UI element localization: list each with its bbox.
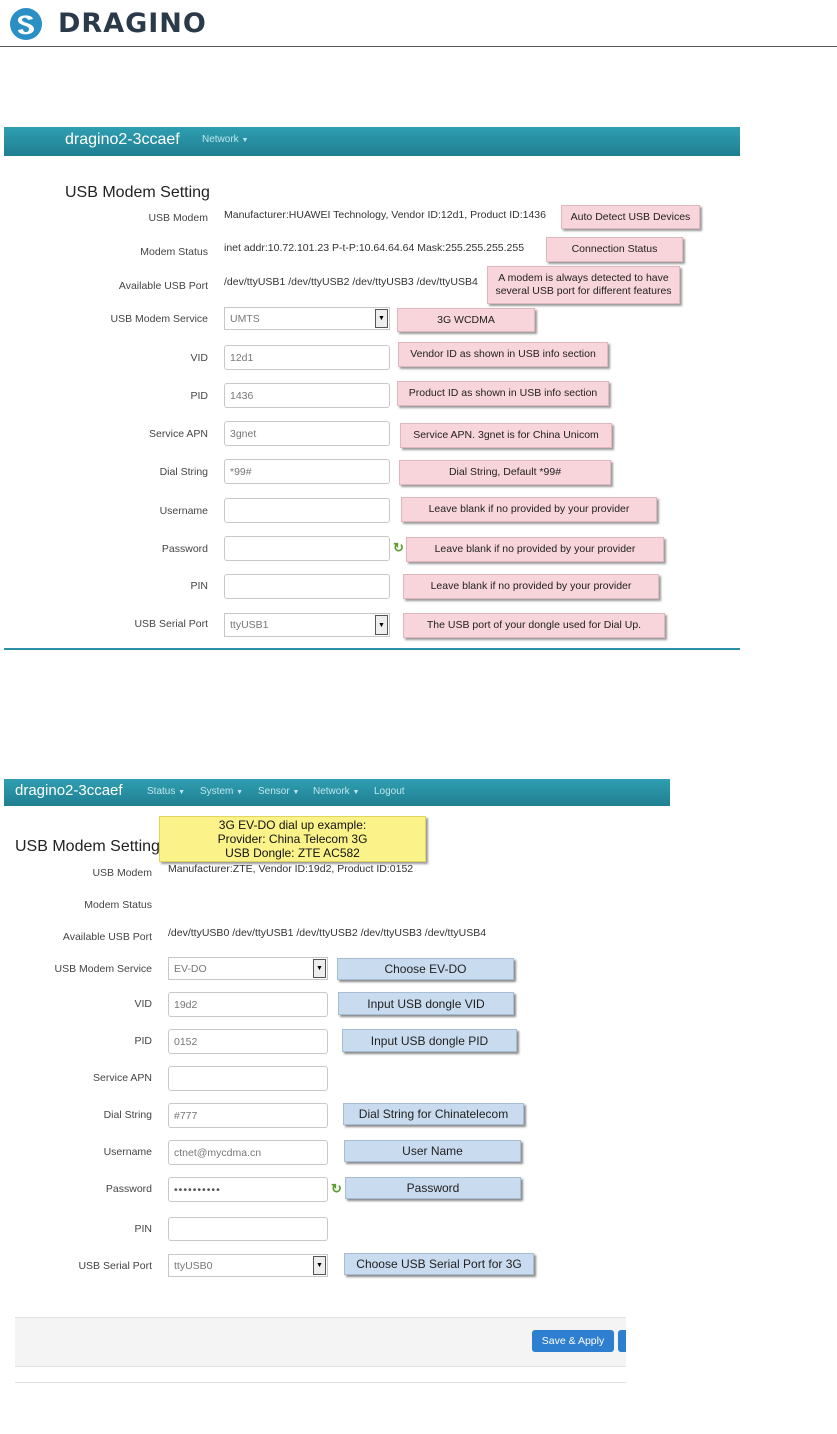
usb-modem-service-select-2[interactable]: EV-DO ▼ [168, 957, 328, 980]
brand-title-2[interactable]: dragino2-3ccaef [15, 782, 123, 799]
reveal-password-icon-2[interactable]: ↻ [331, 1181, 342, 1196]
secondary-button-partial[interactable] [618, 1330, 626, 1352]
available-usb-port-value-2: /dev/ttyUSB0 /dev/ttyUSB1 /dev/ttyUSB2 /dev/ttyUSB3 /dev/ttyUSB4 [168, 927, 487, 939]
label-available-usb-port-2: Available USB Port [62, 931, 152, 943]
label-service-apn: Service APN [149, 428, 208, 440]
service-apn-input[interactable]: 3gnet [224, 421, 390, 446]
example-line2: Provider: China Telecom 3G [217, 831, 368, 846]
label-usb-modem-service: USB Modem Service [110, 313, 208, 325]
label-pid-2: PID [134, 1035, 152, 1047]
username-input[interactable] [224, 498, 390, 523]
chevron-down-icon[interactable]: ▼ [313, 959, 326, 978]
pin-input-2[interactable] [168, 1217, 328, 1241]
usb-modem-value: Manufacturer:HUAWEI Technology, Vendor ID:12d1, Product ID:1436 [224, 209, 546, 221]
label-available-usb-port: Available USB Port [118, 280, 208, 292]
reveal-password-icon[interactable]: ↻ [393, 540, 404, 555]
label-username-2: Username [103, 1146, 152, 1158]
usb-serial-port-select-2[interactable]: ttyUSB0 ▼ [168, 1254, 328, 1277]
panel1-bottom-rule [4, 648, 740, 650]
note-dial-string: Dial String, Default *99# [399, 460, 611, 485]
modem-status-value: inet addr:10.72.101.23 P-t-P:10.64.64.64 Mask:255.255.255.255 [224, 242, 525, 254]
label-modem-status: Modem Status [140, 246, 208, 258]
note-pin: Leave blank if no provided by your provider [403, 574, 659, 599]
available-usb-port-value: /dev/ttyUSB1 /dev/ttyUSB2 /dev/ttyUSB3 /dev/ttyUSB4 [224, 276, 478, 288]
vid-input-2[interactable]: 19d2 [168, 992, 328, 1017]
label-usb-modem-service-2: USB Modem Service [54, 963, 152, 975]
nav-status[interactable]: Status ▼ [147, 786, 186, 797]
save-apply-button[interactable]: Save & Apply [532, 1330, 614, 1352]
usb-modem-service-select[interactable]: UMTS ▼ [224, 307, 390, 330]
service-apn-input-2[interactable] [168, 1066, 328, 1091]
nav-network[interactable]: Network ▼ [202, 134, 249, 145]
label-usb-serial-port-2: USB Serial Port [78, 1260, 152, 1272]
usb-modem-value-2: Manufacturer:ZTE, Vendor ID:19d2, Product ID:0152 [168, 863, 414, 875]
dragino-logo-icon [6, 6, 46, 42]
label-password: Password [161, 543, 208, 555]
brand-title[interactable]: dragino2-3ccaef [65, 131, 180, 148]
section-title-2: USB Modem Setting [15, 838, 160, 855]
usb-serial-port-select[interactable]: ttyUSB1 ▼ [224, 613, 390, 637]
nav-logout[interactable]: Logout [374, 786, 405, 797]
note-multiple-ports-line1: A modem is always detected to have [498, 272, 669, 285]
label-password-2: Password [105, 1183, 152, 1195]
password-input-2[interactable]: •••••••••• [168, 1177, 328, 1202]
header-divider [0, 46, 837, 47]
nav-sensor[interactable]: Sensor ▼ [258, 786, 300, 797]
label-usb-serial-port: USB Serial Port [134, 618, 208, 630]
note-input-pid: Input USB dongle PID [342, 1029, 517, 1052]
example-line3: USB Dongle: ZTE AC582 [225, 845, 360, 860]
pin-input[interactable] [224, 574, 390, 599]
label-usb-modem: USB Modem [148, 212, 208, 224]
dragino-logo-text: DRAGINO [58, 8, 207, 39]
label-pin: PIN [190, 580, 208, 592]
note-vendor-id: Vendor ID as shown in USB info section [398, 342, 608, 367]
note-serial-port: The USB port of your dongle used for Dial Up. [403, 613, 665, 638]
label-dial-string: Dial String [159, 466, 208, 478]
nav-network-2[interactable]: Network ▼ [313, 786, 360, 797]
label-username: Username [159, 505, 208, 517]
note-product-id: Product ID as shown in USB info section [397, 381, 609, 406]
section-title: USB Modem Setting [65, 184, 210, 201]
pid-input-2[interactable]: 0152 [168, 1029, 328, 1054]
note-service-apn: Service APN. 3gnet is for China Unicom [400, 423, 612, 448]
note-password-2: Password [345, 1177, 521, 1199]
label-dial-string-2: Dial String [103, 1109, 152, 1121]
nav-system[interactable]: System ▼ [200, 786, 244, 797]
note-multiple-ports-line2: several USB port for different features [495, 285, 672, 297]
chevron-down-icon[interactable]: ▼ [375, 309, 388, 328]
note-3g-wcdma: 3G WCDMA [397, 308, 535, 332]
password-input[interactable] [224, 536, 390, 561]
vid-input[interactable]: 12d1 [224, 345, 390, 370]
label-vid-2: VID [134, 998, 152, 1010]
note-password: Leave blank if no provided by your provider [406, 537, 664, 562]
note-multiple-ports [487, 266, 680, 304]
note-dial-string-chinatelecom: Dial String for Chinatelecom [343, 1103, 524, 1125]
example-line1: 3G EV-DO dial up example: [218, 818, 367, 832]
note-username: Leave blank if no provided by your provider [401, 497, 657, 522]
username-input-2[interactable]: ctnet@mycdma.cn [168, 1140, 328, 1165]
panel2-bottom-rule [15, 1382, 626, 1383]
note-user-name: User Name [344, 1140, 521, 1162]
example-note [159, 816, 426, 862]
label-service-apn-2: Service APN [93, 1072, 152, 1084]
note-choose-serial-port: Choose USB Serial Port for 3G [344, 1253, 534, 1275]
note-auto-detect: Auto Detect USB Devices [561, 205, 700, 229]
chevron-down-icon[interactable]: ▼ [313, 1256, 326, 1275]
dial-string-input-2[interactable]: #777 [168, 1103, 328, 1128]
label-usb-modem-2: USB Modem [92, 867, 152, 879]
note-input-vid: Input USB dongle VID [338, 992, 514, 1015]
label-pin-2: PIN [134, 1223, 152, 1235]
note-connection-status: Connection Status [546, 237, 683, 262]
label-modem-status-2: Modem Status [84, 899, 152, 911]
label-pid: PID [190, 390, 208, 402]
note-choose-evdo: Choose EV-DO [337, 958, 514, 980]
label-vid: VID [190, 352, 208, 364]
pid-input[interactable]: 1436 [224, 383, 390, 408]
dial-string-input[interactable]: *99# [224, 459, 390, 484]
chevron-down-icon[interactable]: ▼ [375, 615, 388, 635]
